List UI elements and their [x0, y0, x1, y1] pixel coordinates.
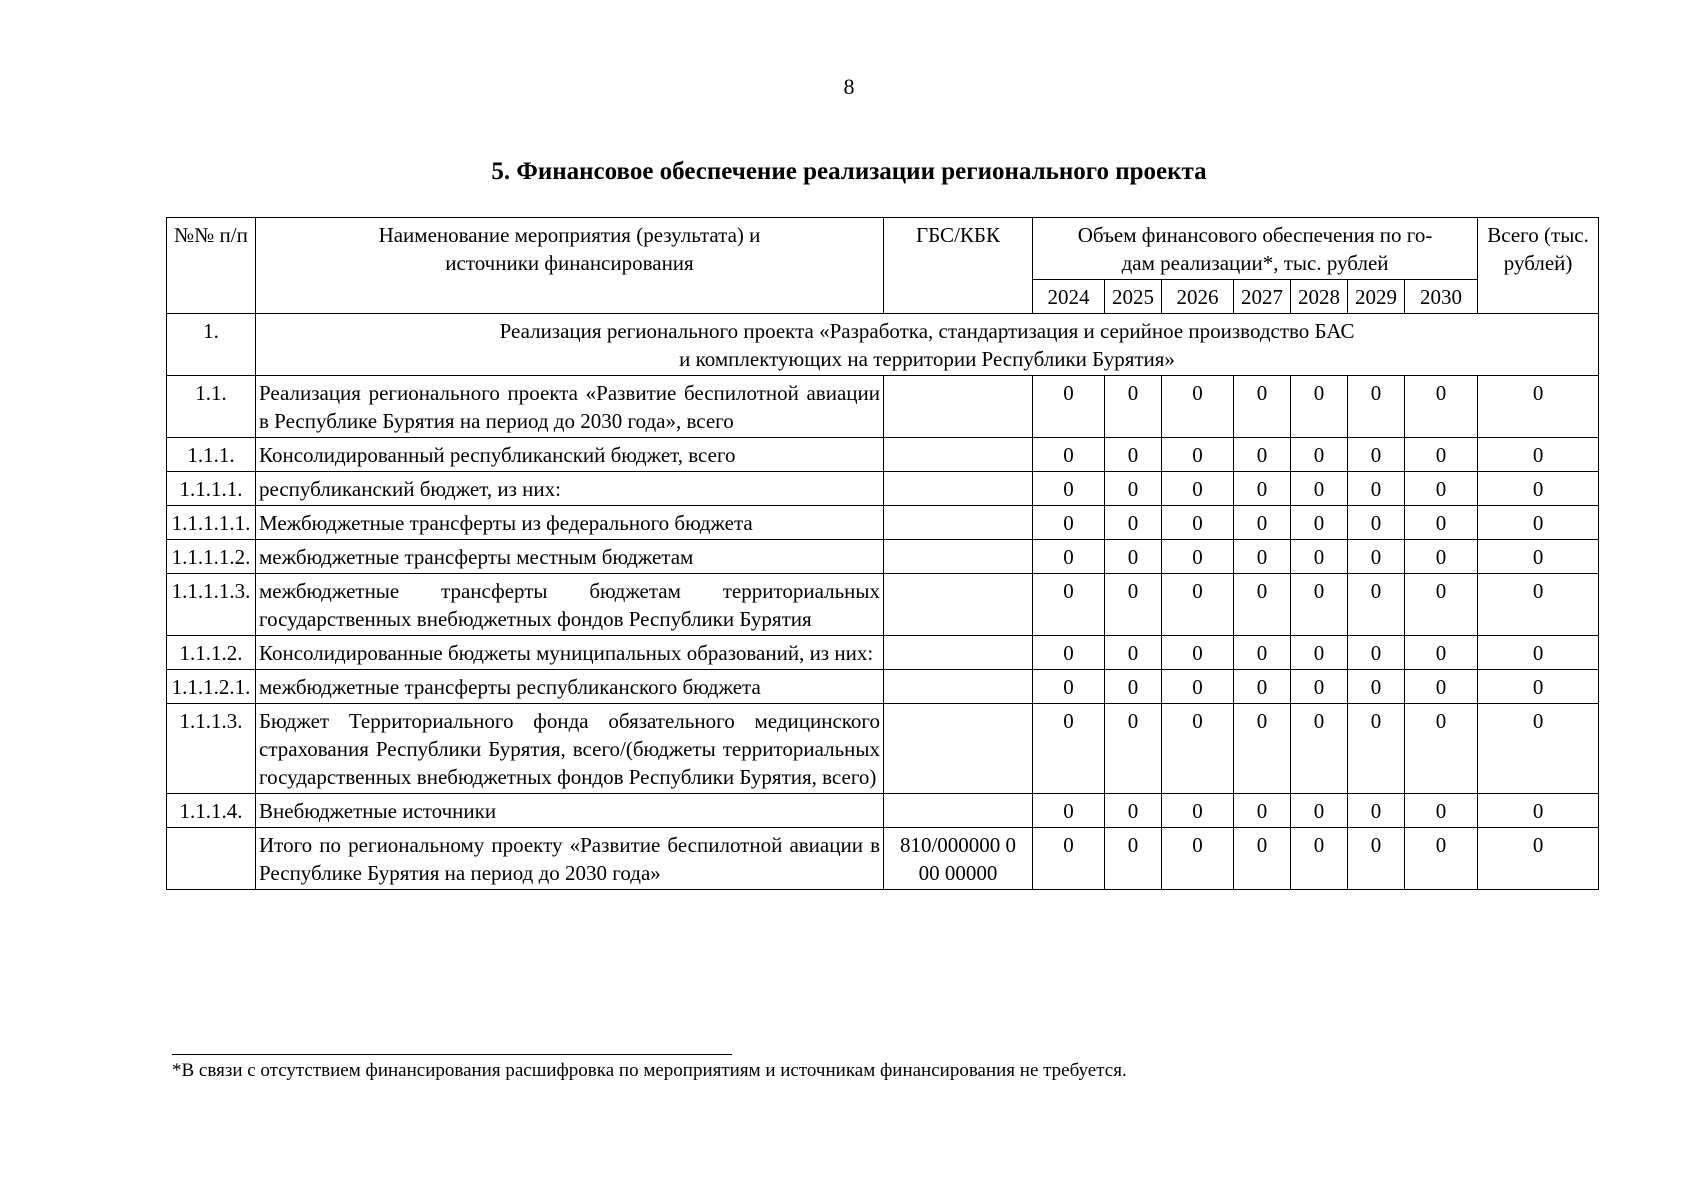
row-year-value: 0	[1033, 704, 1105, 794]
row-year-value: 0	[1105, 574, 1162, 636]
row-total: 0	[1478, 540, 1599, 574]
row-total: 0	[1478, 472, 1599, 506]
header-name	[256, 218, 884, 314]
row-num: 1.1.1.1.2.	[167, 540, 256, 574]
table-row	[167, 506, 1599, 540]
row-year-value: 0	[1105, 472, 1162, 506]
header-year: 2024	[1033, 280, 1105, 314]
row-year-value: 0	[1348, 704, 1405, 794]
row-name: Реализация регионального проекта «Развитие беспилотной авиации в Республике Бурятия на период до 2030 года», всего	[256, 376, 884, 438]
row-year-value: 0	[1291, 670, 1348, 704]
row-kbk	[884, 438, 1033, 472]
row-year-value: 0	[1405, 670, 1478, 704]
row-year-value: 0	[1291, 376, 1348, 438]
row-year-value: 0	[1033, 636, 1105, 670]
table-row	[167, 670, 1599, 704]
table-row	[167, 376, 1599, 438]
row-year-value: 0	[1234, 636, 1291, 670]
header-volume-line2: дам реализации*, тыс. рублей	[1121, 251, 1389, 275]
table-row	[167, 704, 1599, 794]
row-year-value: 0	[1234, 704, 1291, 794]
row-year-value: 0	[1291, 794, 1348, 828]
row-year-value: 0	[1162, 540, 1234, 574]
row-year-value: 0	[1033, 376, 1105, 438]
row-year-value: 0	[1348, 376, 1405, 438]
row-kbk: 810/000000 0 00 00000	[884, 828, 1033, 890]
row-year-value: 0	[1033, 794, 1105, 828]
row-year-value: 0	[1405, 376, 1478, 438]
row-year-value: 0	[1162, 438, 1234, 472]
row-year-value: 0	[1162, 794, 1234, 828]
row-kbk	[884, 670, 1033, 704]
row-kbk	[884, 704, 1033, 794]
header-volume	[1033, 218, 1478, 280]
header-year: 2028	[1291, 280, 1348, 314]
row-year-value: 0	[1234, 670, 1291, 704]
row-num: 1.1.1.2.1.	[167, 670, 256, 704]
row-year-value: 0	[1405, 704, 1478, 794]
financing-table	[166, 217, 1599, 890]
row-kbk	[884, 506, 1033, 540]
row-year-value: 0	[1162, 376, 1234, 438]
header-name-line1: Наименование мероприятия (результата) и	[378, 223, 761, 247]
row-year-value: 0	[1348, 828, 1405, 890]
row-total: 0	[1478, 670, 1599, 704]
row-year-value: 0	[1105, 636, 1162, 670]
footnote: *В связи с отсутствием финансирования расшифровка по мероприятиям и источникам финансирования не требуется.	[172, 1060, 1127, 1081]
row-year-value: 0	[1405, 794, 1478, 828]
header-num: №№ п/п	[167, 218, 256, 314]
row-total: 0	[1478, 794, 1599, 828]
row-year-value: 0	[1234, 574, 1291, 636]
row-year-value: 0	[1291, 472, 1348, 506]
row-year-value: 0	[1234, 794, 1291, 828]
row-name: Итого по региональному проекту «Развитие беспилотной авиации в Республике Бурятия на период до 2030 года»	[256, 828, 884, 890]
row-year-value: 0	[1348, 636, 1405, 670]
row-year-value: 0	[1033, 828, 1105, 890]
row-name: Межбюджетные трансферты из федерального бюджета	[256, 506, 884, 540]
row-num: 1.1.1.3.	[167, 704, 256, 794]
row-year-value: 0	[1405, 540, 1478, 574]
page-number: 8	[843, 74, 855, 99]
row-total: 0	[1478, 506, 1599, 540]
row-kbk	[884, 636, 1033, 670]
table-row	[167, 636, 1599, 670]
row-year-value: 0	[1162, 506, 1234, 540]
row-year-value: 0	[1234, 438, 1291, 472]
header-name-line2: источники финансирования	[445, 251, 694, 275]
row-year-value: 0	[1105, 540, 1162, 574]
row-year-value: 0	[1033, 506, 1105, 540]
page-title: 5. Финансовое обеспечение реализации регионального проекта	[491, 158, 1207, 185]
row-year-value: 0	[1162, 574, 1234, 636]
header-total: Всего (тыс. рублей)	[1478, 218, 1599, 314]
row-kbk	[884, 540, 1033, 574]
section-row	[167, 314, 1599, 376]
row-year-value: 0	[1234, 376, 1291, 438]
row-total: 0	[1478, 704, 1599, 794]
header-volume-line1: Объем финансового обеспечения по го-	[1077, 223, 1433, 247]
table-row	[167, 828, 1599, 890]
row-name: Внебюджетные источники	[256, 794, 884, 828]
row-year-value: 0	[1291, 438, 1348, 472]
row-year-value: 0	[1033, 574, 1105, 636]
row-kbk	[884, 574, 1033, 636]
row-year-value: 0	[1234, 828, 1291, 890]
row-num: 1.1.1.	[167, 438, 256, 472]
row-total: 0	[1478, 828, 1599, 890]
row-name: межбюджетные трансферты местным бюджетам	[256, 540, 884, 574]
row-name: Бюджет Территориального фонда обязательного медицинского страхования Республики Бурятия, всего/(бюджеты территориальных государственных внебюджетных фондов Республики Бурятия, всего)	[256, 704, 884, 794]
row-year-value: 0	[1105, 704, 1162, 794]
table-row	[167, 472, 1599, 506]
row-year-value: 0	[1291, 636, 1348, 670]
row-name: Консолидированный республиканский бюджет, всего	[256, 438, 884, 472]
row-num: 1.1.1.4.	[167, 794, 256, 828]
section-title-line1: Реализация регионального проекта «Разработка, стандартизация и серийное производство БАС	[499, 319, 1355, 343]
table-row	[167, 574, 1599, 636]
row-kbk	[884, 376, 1033, 438]
row-num: 1.1.1.1.3.	[167, 574, 256, 636]
row-year-value: 0	[1348, 472, 1405, 506]
row-year-value: 0	[1033, 472, 1105, 506]
row-year-value: 0	[1291, 828, 1348, 890]
row-year-value: 0	[1234, 540, 1291, 574]
table-row	[167, 794, 1599, 828]
header-row	[167, 218, 1599, 280]
row-name: Консолидированные бюджеты муниципальных образований, из них:	[256, 636, 884, 670]
row-year-value: 0	[1405, 828, 1478, 890]
row-year-value: 0	[1405, 506, 1478, 540]
row-name: межбюджетные трансферты бюджетам территориальных государственных внебюджетных фондов Республики Бурятия	[256, 574, 884, 636]
row-year-value: 0	[1405, 574, 1478, 636]
header-kbk: ГБС/КБК	[884, 218, 1033, 314]
section-title	[256, 314, 1599, 376]
row-kbk	[884, 472, 1033, 506]
table-row	[167, 438, 1599, 472]
row-year-value: 0	[1105, 794, 1162, 828]
row-num: 1.1.1.2.	[167, 636, 256, 670]
section-title-line2: и комплектующих на территории Республики Бурятия»	[679, 347, 1175, 371]
row-total: 0	[1478, 438, 1599, 472]
row-year-value: 0	[1162, 828, 1234, 890]
header-year: 2025	[1105, 280, 1162, 314]
row-num: 1.1.1.1.1.	[167, 506, 256, 540]
row-year-value: 0	[1162, 670, 1234, 704]
header-year: 2029	[1348, 280, 1405, 314]
row-year-value: 0	[1234, 472, 1291, 506]
row-year-value: 0	[1162, 704, 1234, 794]
table-row	[167, 540, 1599, 574]
row-year-value: 0	[1105, 438, 1162, 472]
row-year-value: 0	[1348, 506, 1405, 540]
row-num: 1.1.	[167, 376, 256, 438]
row-year-value: 0	[1105, 670, 1162, 704]
row-total: 0	[1478, 376, 1599, 438]
row-year-value: 0	[1405, 636, 1478, 670]
row-year-value: 0	[1105, 376, 1162, 438]
row-name: республиканский бюджет, из них:	[256, 472, 884, 506]
row-year-value: 0	[1348, 574, 1405, 636]
row-year-value: 0	[1105, 828, 1162, 890]
header-year: 2030	[1405, 280, 1478, 314]
row-year-value: 0	[1291, 574, 1348, 636]
row-year-value: 0	[1405, 438, 1478, 472]
row-year-value: 0	[1291, 540, 1348, 574]
row-year-value: 0	[1105, 506, 1162, 540]
row-year-value: 0	[1162, 472, 1234, 506]
row-year-value: 0	[1348, 438, 1405, 472]
row-total: 0	[1478, 574, 1599, 636]
row-year-value: 0	[1234, 506, 1291, 540]
row-year-value: 0	[1162, 636, 1234, 670]
row-year-value: 0	[1405, 472, 1478, 506]
footnote-divider	[172, 1054, 732, 1055]
row-year-value: 0	[1291, 704, 1348, 794]
row-total: 0	[1478, 636, 1599, 670]
section-num: 1.	[167, 314, 256, 376]
row-year-value: 0	[1291, 506, 1348, 540]
row-year-value: 0	[1033, 670, 1105, 704]
row-year-value: 0	[1033, 438, 1105, 472]
row-num	[167, 828, 256, 890]
row-kbk	[884, 794, 1033, 828]
row-year-value: 0	[1348, 794, 1405, 828]
row-year-value: 0	[1348, 540, 1405, 574]
row-year-value: 0	[1348, 670, 1405, 704]
row-year-value: 0	[1033, 540, 1105, 574]
row-name: межбюджетные трансферты республиканского бюджета	[256, 670, 884, 704]
row-num: 1.1.1.1.	[167, 472, 256, 506]
header-year: 2026	[1162, 280, 1234, 314]
header-year: 2027	[1234, 280, 1291, 314]
